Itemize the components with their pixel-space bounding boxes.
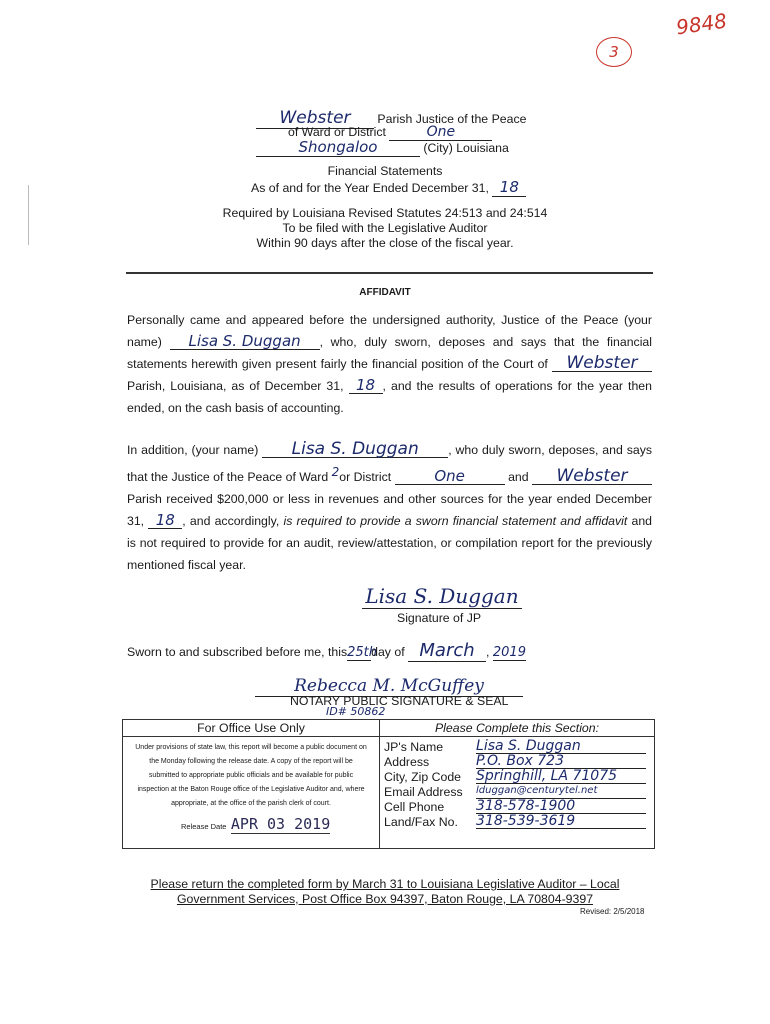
sworn-year: 2019: [492, 645, 526, 660]
p2-text-b: , who duly sworn, deposes, and says that the Justice of the Peace of Ward: [127, 443, 652, 485]
p1-text-b: , who, duly sworn, deposes and says that the financial statements herewith given present fairly the financial position of the Court of: [127, 335, 652, 371]
p2-parish: Webster: [532, 468, 652, 485]
sworn-line: [127, 640, 526, 662]
p2-year: 18: [148, 512, 182, 529]
header-city-line: [256, 138, 509, 157]
office-field-value: lduggan@centurytel.net: [476, 784, 646, 799]
sworn-day: 25th: [347, 645, 377, 660]
office-field-row: [384, 769, 654, 784]
header-divider: [126, 272, 653, 274]
p2-text-e: Parish received $200,000 or less in revenues and other sources for the year ended December 31,: [127, 492, 652, 529]
affidavit-title: AFFIDAVIT: [359, 287, 411, 298]
office-field-label: JP's Name: [384, 740, 444, 754]
jp-signature: Lisa S. Duggan: [362, 584, 522, 609]
signature-label: Signature of JP: [397, 611, 482, 625]
p1-text-c: Parish, Louisiana, as of December 31,: [127, 379, 344, 393]
city-label: (City) Louisiana: [423, 141, 509, 155]
p2-text-d: and: [508, 470, 529, 485]
sworn-text-c: ,: [486, 645, 490, 659]
office-field-row: [384, 739, 654, 754]
year-value: 18: [492, 178, 526, 197]
office-right-title: Please Complete this Section:: [380, 720, 654, 737]
page-marker-circle: [596, 37, 632, 67]
office-right-cell: [380, 720, 655, 849]
office-field-value: P.O. Box 723: [476, 754, 646, 769]
sworn-month: March: [408, 640, 486, 662]
footer-line-2: Government Services, Post Office Box 94397, Baton Rouge, LA 70804-9397: [176, 892, 594, 906]
p2-text-a: In addition, (your name): [127, 443, 259, 457]
year-line-label: As of and for the Year Ended December 31,: [251, 181, 489, 195]
revised-note: Revised: 2/5/2018: [580, 907, 645, 916]
parish-label: Parish Justice of the Peace: [377, 112, 527, 126]
notary-label: NOTARY PUBLIC SIGNATURE & SEAL: [290, 694, 509, 708]
page-marker-number: 3: [609, 43, 619, 61]
city-value: Shongaloo: [256, 138, 420, 157]
statement-title: Financial Statements: [327, 164, 443, 178]
office-field-label: Email Address: [384, 785, 463, 799]
p1-text-d: , and the results of operations for the year then ended, on the cash basis of accounting.: [127, 379, 652, 415]
office-table: [122, 719, 655, 849]
office-field-label: Address: [384, 755, 430, 769]
office-field-row: [384, 799, 654, 814]
office-left-cell: [123, 720, 380, 849]
p2-text-f: , and accordingly,: [182, 514, 280, 529]
release-value: APR 03 2019: [230, 815, 331, 833]
p1-name: Lisa S. Duggan: [170, 333, 320, 350]
notary-id: ID# 50862: [326, 705, 386, 718]
release-date-row: [123, 815, 379, 834]
p1-text-a: Personally came and appeared before the undersigned authority, Justice of the Peace (your name): [127, 313, 652, 349]
office-field-value: Springhill, LA 71075: [476, 769, 646, 784]
requirement-line-1: Required by Louisiana Revised Statutes 24:513 and 24:514: [222, 206, 548, 220]
office-field-label: Land/Fax No.: [384, 815, 458, 829]
release-label: Release Date: [181, 822, 227, 831]
ward-value: One: [389, 124, 492, 141]
affidavit-paragraph-2: [127, 439, 652, 576]
p2-italic: is required to provide a sworn financial statement and affidavit: [283, 514, 628, 529]
p2-name: Lisa S. Duggan: [262, 441, 448, 458]
p1-year: 18: [349, 377, 383, 394]
sworn-text-a: Sworn to and subscribed before me, this: [127, 645, 348, 659]
document-number: 9848: [674, 8, 729, 40]
p2-text-g: and is not required to provide for an audit, review/attestation, or compilation report for the previously mentioned fiscal year.: [127, 514, 653, 573]
office-field-label: Cell Phone: [384, 800, 445, 814]
p2-district: One: [395, 468, 505, 485]
office-field-value: Lisa S. Duggan: [476, 739, 646, 754]
requirement-line-2: To be filed with the Legislative Auditor: [282, 221, 488, 235]
year-line: [251, 178, 526, 197]
parish-value: Webster: [256, 108, 374, 129]
ward-label: of Ward or District: [288, 125, 386, 139]
notary-signature: Rebecca M. McGuffey: [255, 676, 523, 697]
p2-text-c: or District: [339, 470, 392, 485]
office-notice: Under provisions of state law, this report will become a public document on the Monday following the release date. A copy of the report will be submitted to appropriate public officials and be available for public inspection at the Baton Rouge office of the Legislative Auditor and, where appropriate, at the office of the parish clerk of court.: [135, 744, 367, 807]
office-fields: [380, 737, 654, 829]
sworn-text-b: day of: [371, 645, 405, 659]
affidavit-paragraph-1: [127, 309, 652, 419]
office-left-title: For Office Use Only: [123, 720, 379, 737]
office-field-row: [384, 754, 654, 769]
office-field-value: 318-578-1900: [476, 799, 646, 814]
office-field-label: City, Zip Code: [384, 770, 462, 784]
p2-ward-mark: 2: [331, 465, 340, 479]
footer-line-1: Please return the completed form by March 31 to Louisiana Legislative Auditor – Local: [150, 877, 620, 891]
office-field-row: [384, 784, 654, 799]
office-field-row: [384, 814, 654, 829]
p1-court: Webster: [552, 355, 652, 372]
requirement-line-3: Within 90 days after the close of the fiscal year.: [256, 236, 514, 250]
office-field-value: 318-539-3619: [476, 814, 646, 829]
